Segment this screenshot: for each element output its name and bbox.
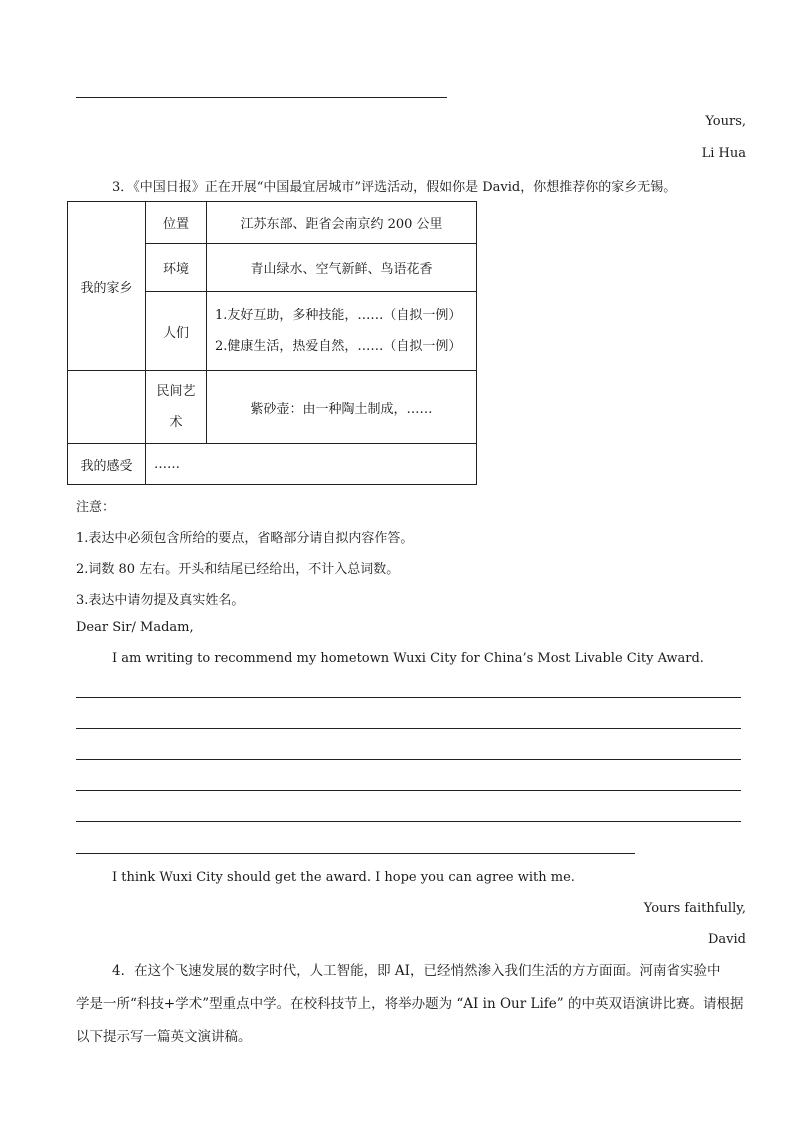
letter-opening: I am writing to recommend my hometown Wuxi City for China’s Most Livable City Award.	[112, 651, 704, 666]
folk-art-value: 紫砂壶：由一种陶土制成，……	[207, 371, 477, 444]
hometown-info-table	[67, 201, 477, 485]
table-row-feeling	[68, 444, 477, 485]
writing-line[interactable]	[76, 697, 741, 698]
letter-signature: David	[708, 932, 746, 947]
writing-line[interactable]	[76, 728, 741, 729]
people-item-2: 2.健康生活，热爱自然，……（自拟一例）	[215, 339, 462, 354]
environment-label: 环境	[146, 244, 207, 292]
writing-line[interactable]	[76, 759, 741, 760]
q3-prompt: 3．《中国日报》正在开展“中国最宜居城市”评选活动，假如你是 David，你想推荐你的家乡无锡。	[112, 180, 677, 195]
letter-closing: Yours faithfully,	[643, 901, 746, 916]
q4-line-2: 学是一所“科技+学术”型重点中学。在校科技节上，将举办题为 “AI in Our Life” 的中英双语演讲比赛。请根据	[76, 996, 744, 1012]
writing-line[interactable]	[76, 853, 635, 854]
q4-line-1: 4．在这个飞速发展的数字时代，人工智能，即 AI，已经悄然渗入我们生活的方方面面。河南省实验中	[112, 963, 721, 979]
notes-title: 注意：	[76, 500, 116, 515]
writing-line[interactable]	[76, 790, 741, 791]
folk-art-label	[146, 371, 207, 444]
people-item-1: 1.友好互助，多种技能，……（自拟一例）	[215, 308, 462, 323]
letter1-closing: Yours,	[705, 114, 746, 129]
letter1-signature: Li Hua	[701, 146, 746, 161]
environment-value: 青山绿水、空气新鲜、鸟语花香	[207, 244, 477, 292]
note-item-1: 1.表达中必须包含所给的要点，省略部分请自拟内容作答。	[76, 531, 414, 546]
feeling-label: 我的感受	[68, 444, 146, 485]
folk-art-label-line2: 术	[169, 415, 183, 430]
feeling-value: ……	[146, 444, 477, 485]
q4-line-3: 以下提示写一篇英文演讲稿。	[76, 1029, 252, 1045]
folk-art-label-line1: 民间艺	[156, 384, 196, 399]
people-label: 人们	[146, 292, 207, 371]
location-value: 江苏东部、距省会南京约 200 公里	[207, 202, 477, 244]
letter-ending: I think Wuxi City should get the award. I hope you can agree with me.	[112, 870, 575, 885]
people-values	[207, 292, 477, 371]
letter-salutation: Dear Sir/ Madam,	[76, 620, 194, 635]
answer-line-top	[76, 97, 447, 98]
writing-line[interactable]	[76, 821, 741, 822]
note-item-3: 3.表达中请勿提及真实姓名。	[76, 593, 245, 608]
note-item-2: 2.词数 80 左右。开头和结尾已经给出，不计入总词数。	[76, 562, 400, 577]
empty-cell	[68, 371, 146, 444]
q4-paragraph	[76, 955, 748, 1054]
hometown-label: 我的家乡	[68, 202, 146, 371]
location-label: 位置	[146, 202, 207, 244]
table-row-location	[68, 202, 477, 244]
table-row-folk-art	[68, 371, 477, 444]
